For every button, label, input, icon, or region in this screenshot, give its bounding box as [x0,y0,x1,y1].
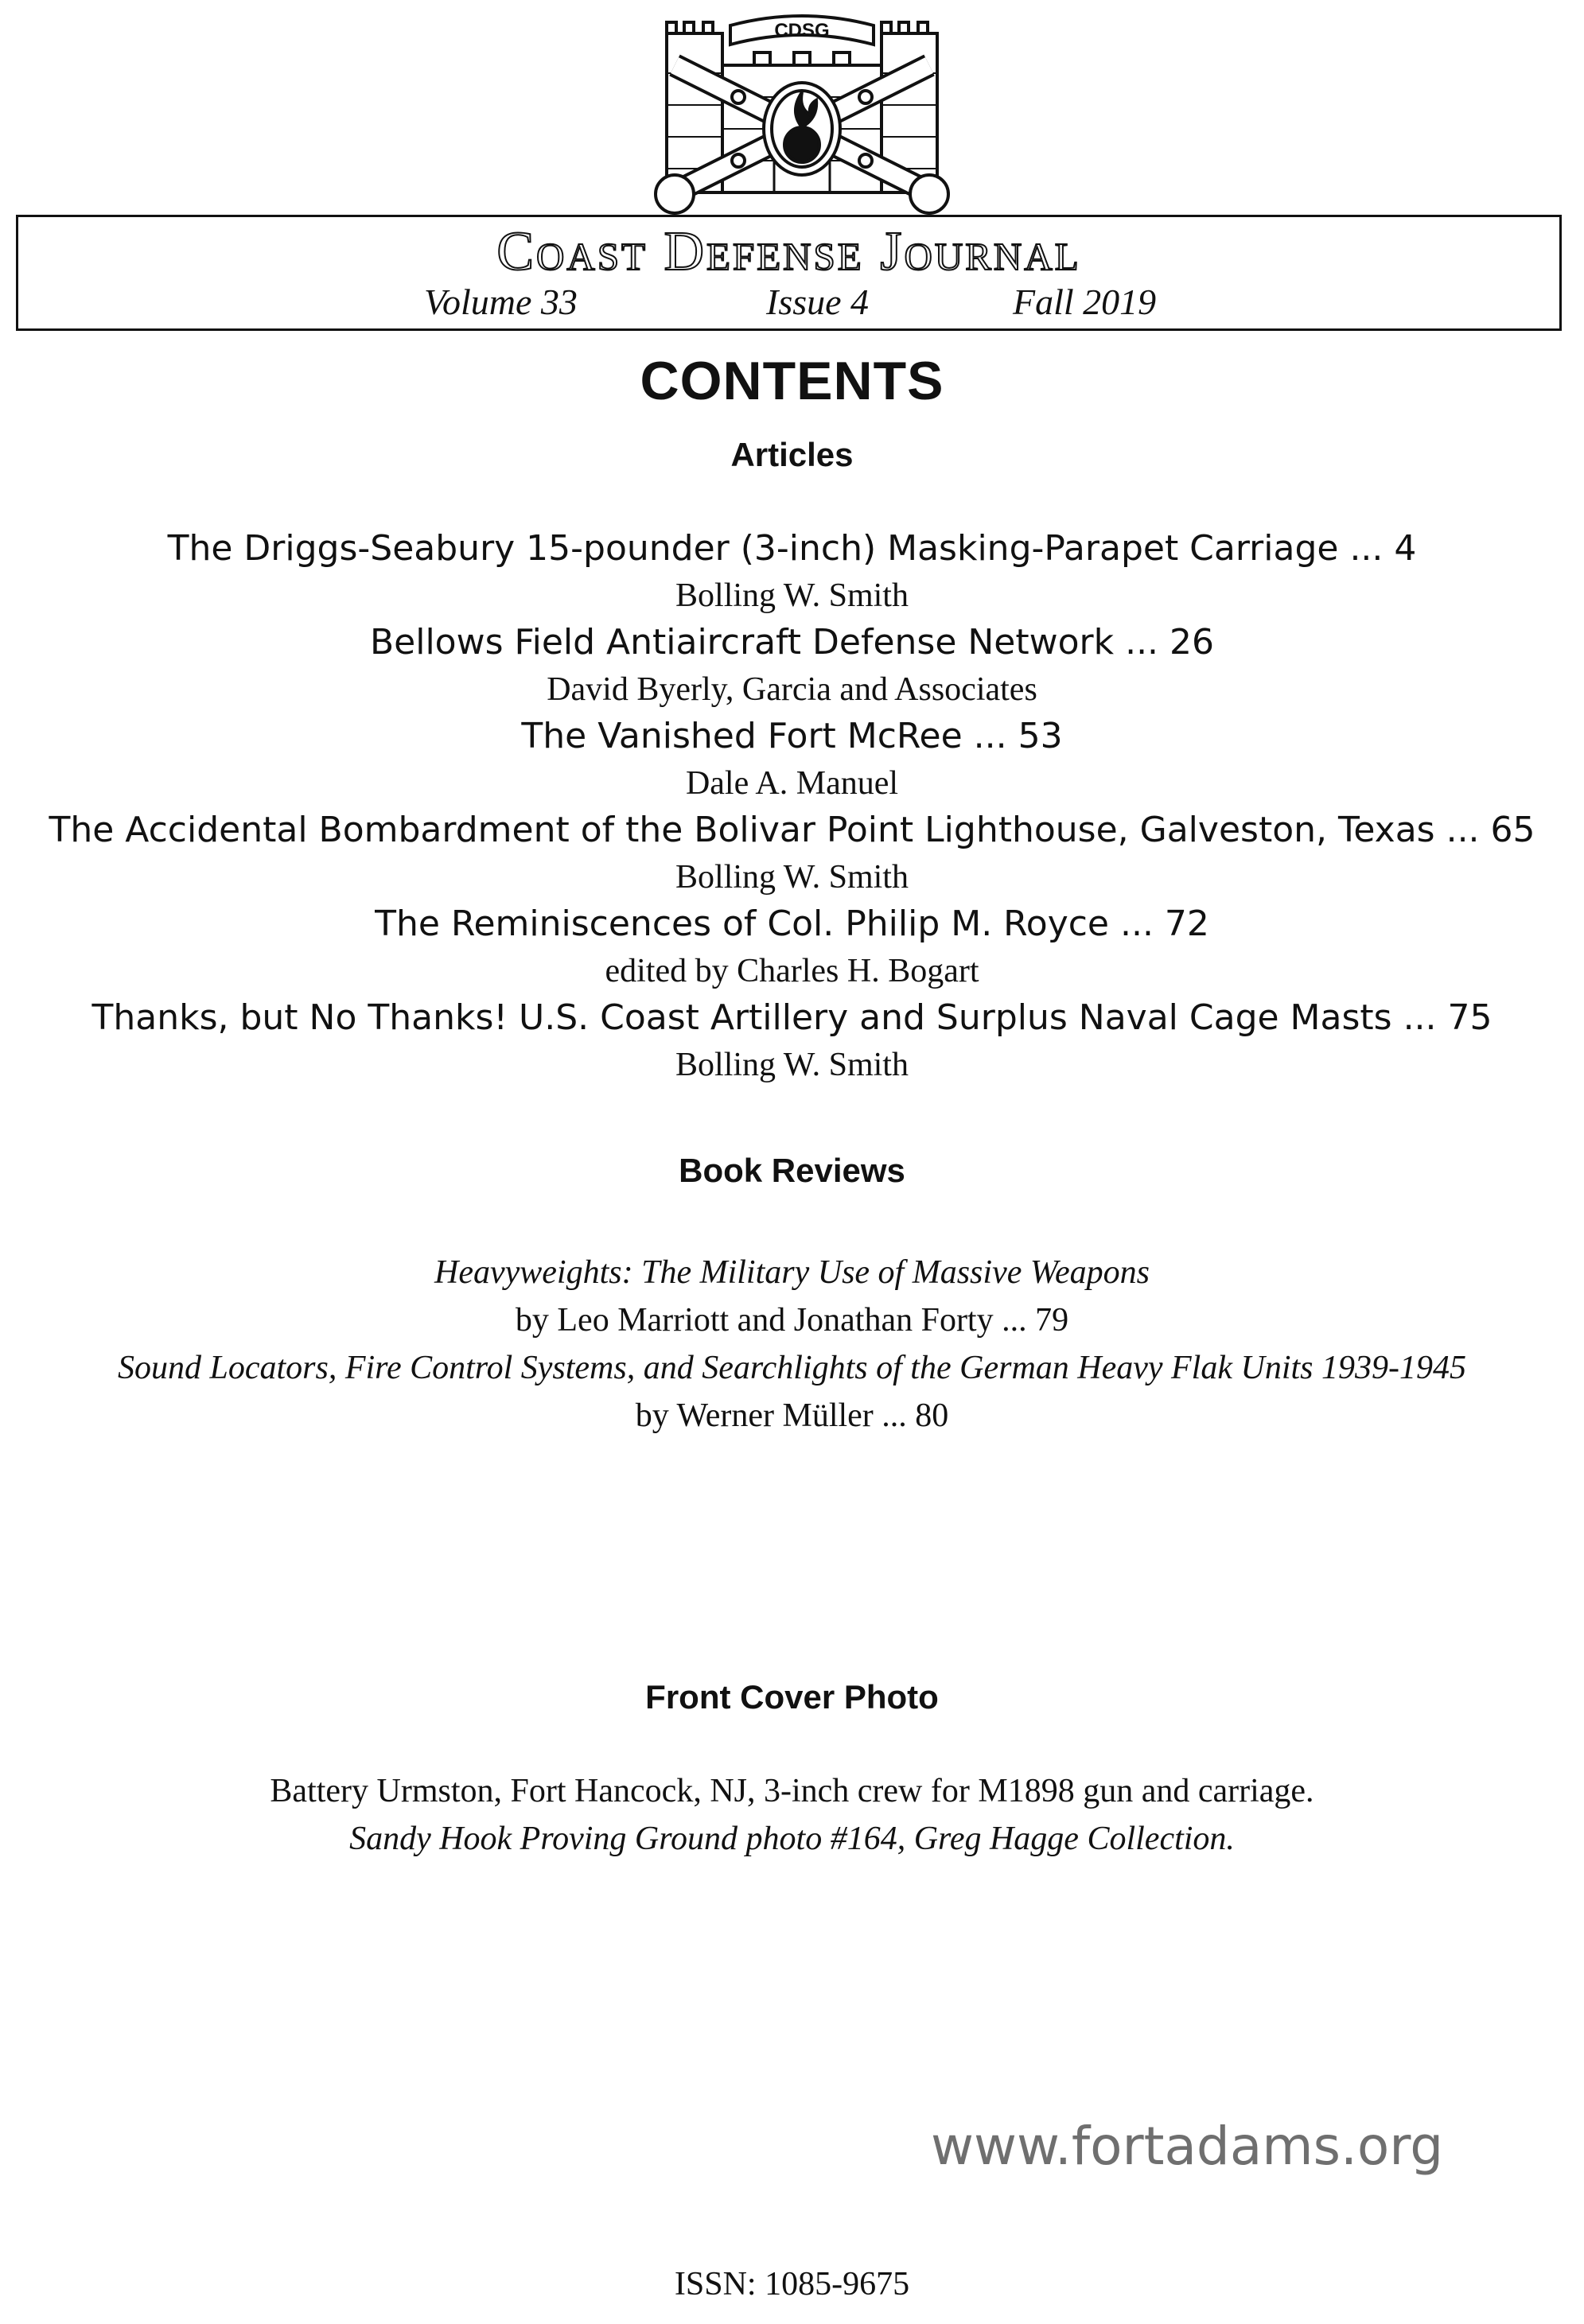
articles-heading: Articles [730,436,854,473]
book-reviews-heading: Book Reviews [679,1152,905,1189]
website-watermark: www.fortadams.org [931,2116,1444,2177]
review-byline: by Werner Müller ... 80 [635,1397,949,1434]
review-entry [16,1344,1568,1440]
article-title: The Accidental Bombardment of the Bolivar Point Lighthouse, Galveston, Texas ... 65 [49,810,1535,850]
article-title: The Driggs-Seabury 15-pounder (3-inch) Masking-Parapet Carriage ... 4 [167,528,1417,569]
article-entry [16,713,1568,806]
cover-description: Battery Urmston, Fort Hancock, NJ, 3-inch crew for M1898 gun and carriage. [270,1773,1314,1809]
article-entry [16,806,1568,900]
masthead [16,215,1562,331]
article-title: Thanks, but No Thanks! U.S. Coast Artillery and Surplus Naval Cage Masts ... 75 [91,997,1493,1038]
season-label: Fall 2019 [1013,282,1157,322]
cover-credit: Sandy Hook Proving Ground photo #164, Greg Hagge Collection. [349,1821,1235,1857]
article-title: Bellows Field Antiaircraft Defense Network ... 26 [369,622,1215,663]
review-title: Sound Locators, Fire Control Systems, and Searchlights of the German Heavy Flak Units 1939-1945 [118,1350,1466,1386]
article-entry [16,900,1568,994]
article-author: Dale A. Manuel [685,765,899,802]
review-entry [16,1249,1568,1344]
article-entry [16,619,1568,713]
articles-list [16,525,1568,1088]
front-cover-caption [16,1767,1568,1863]
journal-title: Coast Defense Journal [496,221,1081,282]
article-author: David Byerly, Garcia and Associates [547,671,1037,708]
logo-label: CDSG [774,20,830,41]
review-byline: by Leo Marriott and Jonathan Forty ... 79 [515,1302,1069,1339]
contents-heading: CONTENTS [640,351,944,411]
article-author: Bolling W. Smith [675,577,909,614]
volume-label: Volume 33 [424,282,578,322]
issue-label: Issue 4 [766,282,870,322]
article-title: The Vanished Fort McRee ... 53 [521,716,1063,756]
cdsg-logo [643,10,961,215]
review-title: Heavyweights: The Military Use of Massive Weapons [434,1254,1150,1291]
issn: ISSN: 1085-9675 [674,2266,910,2303]
article-entry [16,525,1568,619]
book-reviews-list [16,1249,1568,1440]
article-entry [16,994,1568,1088]
article-author: Bolling W. Smith [675,859,909,896]
article-author: edited by Charles H. Bogart [605,953,979,989]
article-title: The Reminiscences of Col. Philip M. Royce ... 72 [375,904,1209,944]
front-cover-heading: Front Cover Photo [645,1678,939,1716]
article-author: Bolling W. Smith [675,1047,909,1083]
